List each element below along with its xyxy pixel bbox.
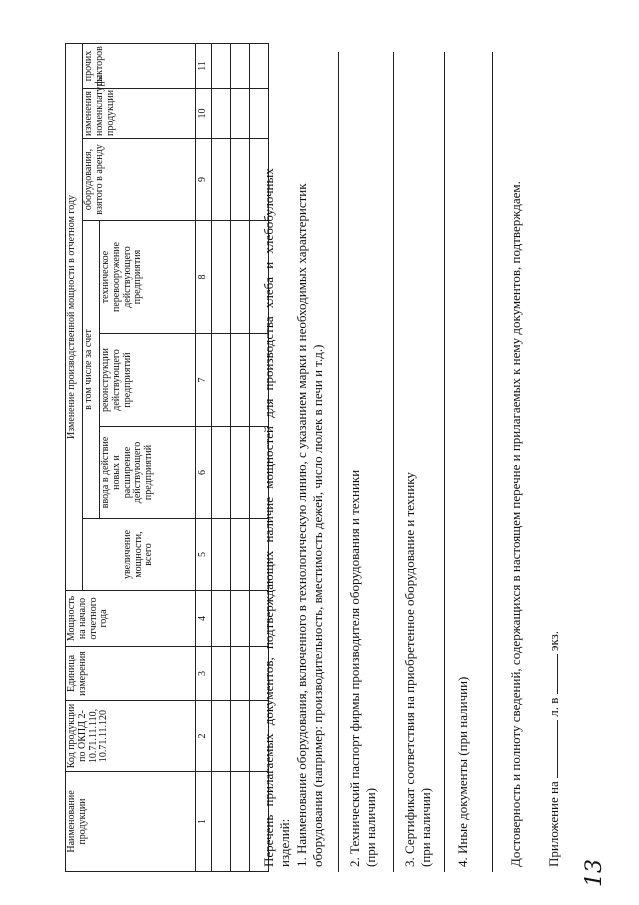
- header-leased-equipment: оборудования, взятого в аренду: [83, 139, 196, 221]
- column-number: 9: [196, 139, 212, 221]
- header-new-enterprises: ввода в действие новых и расширение действующего предприятий: [100, 427, 196, 519]
- column-number: 3: [196, 647, 212, 701]
- copies-count-blank: [545, 654, 558, 694]
- item-3-text: 3. Сертификат соответствия на приобретенное оборудование и технику: [402, 472, 417, 867]
- item-4-text: 4. Иные документы (при наличии): [455, 676, 470, 867]
- header-increase-total: увеличение мощности, всего: [83, 519, 196, 591]
- header-other-factors: прочих факторов: [83, 43, 196, 88]
- appendix-suffix: экз.: [546, 630, 561, 652]
- item-3-note: (при наличии): [418, 787, 433, 867]
- appendix-mid: л. в: [546, 697, 561, 717]
- capacity-table: [65, 43, 269, 872]
- column-number: 1: [196, 772, 212, 872]
- header-name: Наименование продукции: [66, 772, 196, 872]
- header-change-group: Изменение производственной мощности в отчетном году: [66, 43, 83, 590]
- header-including: в том числе за счет: [83, 221, 100, 519]
- item-1-text: 1. Наименование оборудования, включенного в технологическую линию, с указанием марки и необходимых характеристик: [294, 183, 309, 867]
- item-2-text: 2. Технический паспорт фирмы производителя оборудования и техники: [347, 469, 362, 867]
- item-1-text-cont: оборудования (например: производительность, вместимость дежей, число люлек в печи и т.д.): [310, 344, 325, 867]
- appendix-prefix: Приложение на: [546, 781, 561, 867]
- fill-line: [444, 52, 445, 872]
- header-nomenclature-change: изменения номенклатуры продукции: [83, 89, 196, 139]
- table-row: [212, 43, 231, 871]
- documents-list-intro: Перечень прилагаемых документов, подтверждающих наличие мощностей для производства хлеба и хлебобулочных: [261, 168, 276, 867]
- column-number: 7: [196, 334, 212, 427]
- header-code: Код продукции по ОКПД 2- 10.71.11.110, 10.71.11.120: [66, 701, 196, 772]
- column-number: 2: [196, 701, 212, 772]
- column-number: 10: [196, 89, 212, 139]
- column-number: 11: [196, 43, 212, 88]
- fill-line: [338, 52, 339, 872]
- documents-list-intro-cont: изделий:: [277, 818, 292, 867]
- column-number: 6: [196, 427, 212, 519]
- sheets-count-blank: [545, 720, 558, 778]
- fill-line: [393, 52, 394, 872]
- appendix-line: [545, 631, 562, 867]
- confirmation-text: Достоверность и полноту сведений, содержащихся в настоящем перечне и прилагаемых к нему документов, подтверждаем.: [508, 181, 523, 867]
- table-row: [231, 43, 250, 871]
- header-reconstruction: реконструкции действующего предприятий: [100, 334, 196, 427]
- header-unit: Единица измерения: [66, 647, 196, 701]
- item-2-note: (при наличии): [363, 787, 378, 867]
- column-number: 8: [196, 221, 212, 334]
- header-capacity-start: Мощность на начало отчетного года: [66, 591, 196, 647]
- column-number: 4: [196, 591, 212, 647]
- handwritten-page-number: 13: [582, 859, 607, 887]
- header-re-equipment: техническое перевооружение действующего предприятия: [100, 221, 196, 334]
- fill-line: [492, 52, 493, 872]
- column-number: 5: [196, 519, 212, 591]
